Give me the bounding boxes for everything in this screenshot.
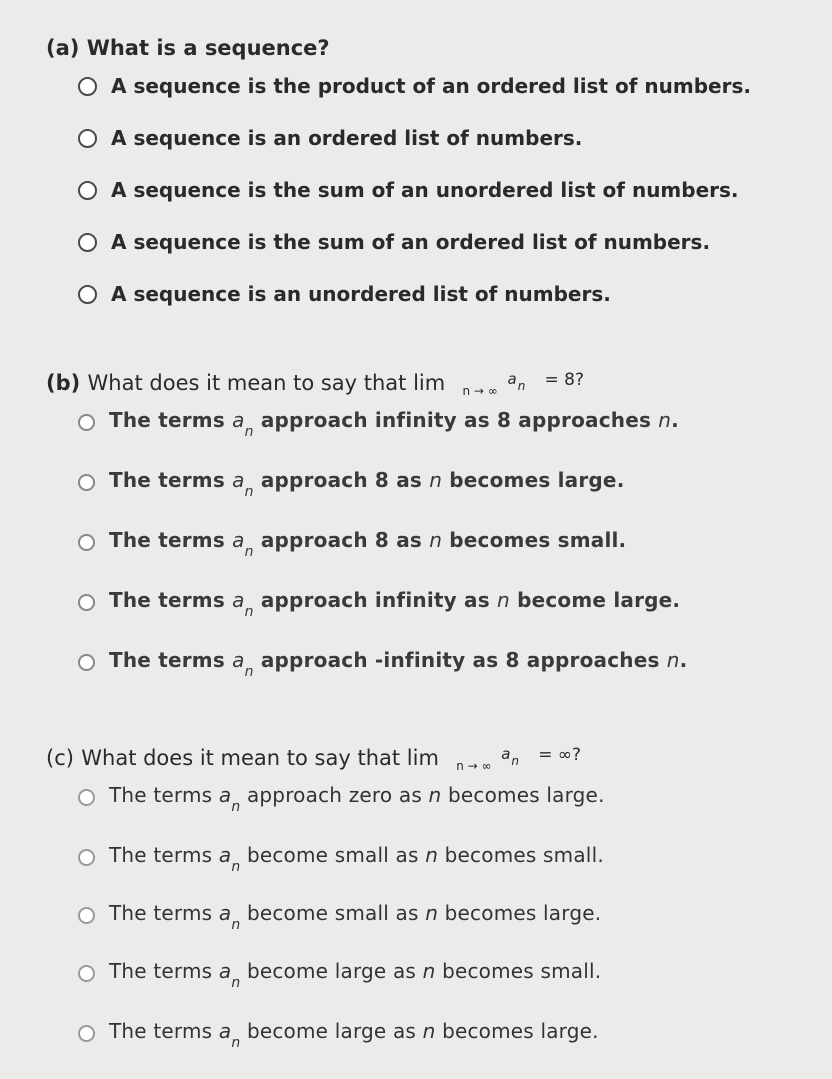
question-a-option-1[interactable] — [78, 70, 818, 102]
radio-button[interactable] — [78, 654, 95, 671]
question-b-option-3[interactable] — [78, 526, 818, 558]
question-a-option-3[interactable] — [78, 174, 818, 206]
radio-button[interactable] — [78, 789, 95, 806]
radio-button[interactable] — [78, 849, 95, 866]
radio-button[interactable] — [78, 77, 97, 96]
option-label: The terms $a_n$ approach 8 as n becomes small. — [109, 528, 627, 560]
limit-value: = 8? — [544, 370, 585, 390]
question-a-option-5[interactable] — [78, 278, 818, 310]
question-b-option-1[interactable] — [78, 406, 818, 438]
limit-value: = ∞? — [538, 745, 582, 765]
question-c-option-5[interactable] — [78, 1017, 818, 1049]
question-a-label: (a) — [46, 36, 80, 60]
question-a-option-4[interactable] — [78, 226, 818, 258]
radio-button[interactable] — [78, 414, 95, 431]
radio-button[interactable] — [78, 907, 95, 924]
question-b-option-4[interactable] — [78, 586, 818, 618]
question-c-option-3[interactable] — [78, 899, 818, 931]
radio-button[interactable] — [78, 474, 95, 491]
option-label: The terms $a_n$ become large as n becomes large. — [109, 1019, 599, 1051]
limit-subscript: n → ∞ — [462, 384, 498, 398]
question-c-option-2[interactable] — [78, 841, 818, 873]
question-c-option-4[interactable] — [78, 957, 818, 989]
option-label: The terms $a_n$ approach 8 as n becomes large. — [109, 468, 625, 500]
option-label: The terms $a_n$ approach zero as n becomes large. — [109, 783, 605, 815]
question-b-option-5[interactable] — [78, 646, 818, 678]
limit-term: $a_n$ — [507, 370, 526, 393]
question-c-title — [46, 745, 616, 773]
question-a-prompt: What is a sequence? — [86, 36, 330, 60]
option-label: A sequence is an unordered list of numbers. — [111, 282, 611, 306]
radio-button[interactable] — [78, 534, 95, 551]
limit-expression — [453, 370, 623, 398]
option-label: The terms $a_n$ become small as n becomes large. — [109, 901, 602, 933]
radio-button[interactable] — [78, 1025, 95, 1042]
limit-expression — [446, 745, 616, 773]
option-label: A sequence is the sum of an unordered list of numbers. — [111, 178, 739, 202]
question-c-prompt: What does it mean to say that lim — [81, 746, 439, 770]
radio-button[interactable] — [78, 181, 97, 200]
question-b-prompt: What does it mean to say that lim — [87, 371, 446, 395]
option-label: The terms $a_n$ approach infinity as n become large. — [109, 588, 681, 620]
question-a-option-2[interactable] — [78, 122, 818, 154]
option-label: The terms $a_n$ become small as n becomes small. — [109, 843, 604, 875]
question-b-title — [46, 370, 623, 398]
option-label: The terms $a_n$ become large as n becomes small. — [109, 959, 602, 991]
radio-button[interactable] — [78, 965, 95, 982]
question-b-option-2[interactable] — [78, 466, 818, 498]
limit-subscript: n → ∞ — [456, 759, 492, 773]
option-label: A sequence is the sum of an ordered list of numbers. — [111, 230, 711, 254]
option-label: The terms $a_n$ approach infinity as 8 approaches n. — [109, 408, 679, 440]
radio-button[interactable] — [78, 233, 97, 252]
limit-term: $a_n$ — [501, 745, 520, 768]
option-label: A sequence is an ordered list of numbers. — [111, 126, 583, 150]
radio-button[interactable] — [78, 594, 95, 611]
radio-button[interactable] — [78, 285, 97, 304]
option-label: A sequence is the product of an ordered list of numbers. — [111, 74, 751, 98]
option-label: The terms $a_n$ approach -infinity as 8 approaches n. — [109, 648, 688, 680]
question-b-label: (b) — [46, 371, 81, 395]
question-c-label: (c) — [46, 746, 74, 770]
question-c-option-1[interactable] — [78, 781, 818, 813]
question-a-title — [46, 36, 330, 60]
radio-button[interactable] — [78, 129, 97, 148]
